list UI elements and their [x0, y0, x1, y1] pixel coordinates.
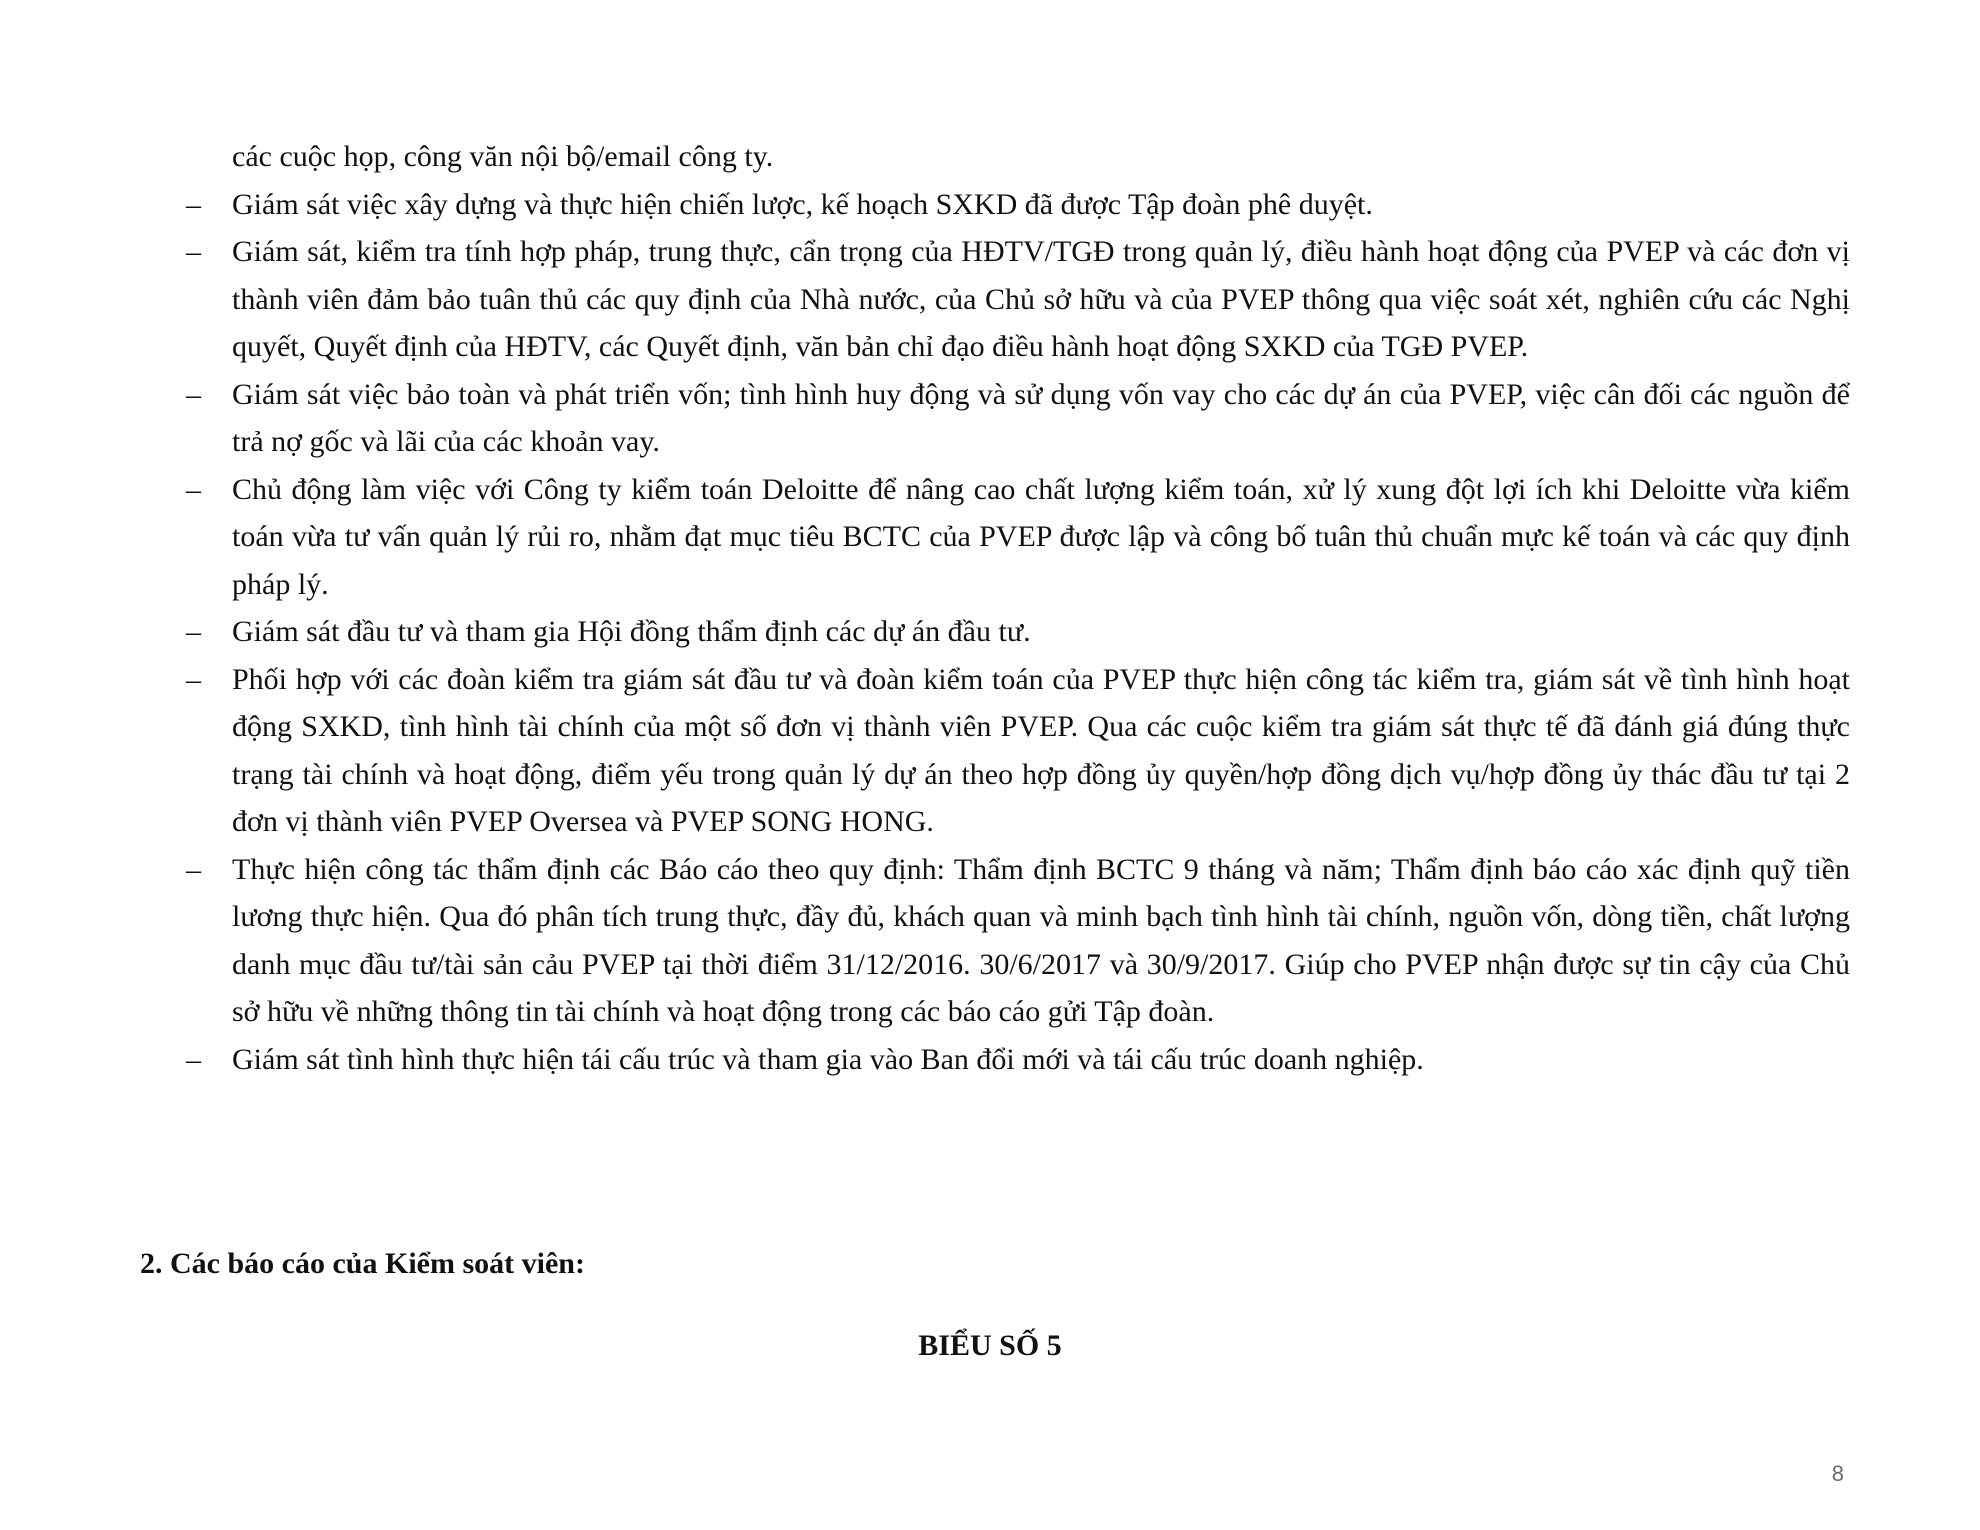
bullet-item: [140, 846, 1850, 1036]
dash-marker: –: [186, 1042, 201, 1076]
bullet-text: Chủ động làm việc với Công ty kiểm toán Deloitte để nâng cao chất lượng kiểm toán, xử lý xung đột lợi ích khi Deloitte vừa kiểm toán vừa tư vấn quản lý rủi ro, nhằm đạt mục tiêu BCTC của PVEP được lập và công bố tuân thủ chuẩn mực kế toán và các quy định pháp lý.: [232, 472, 1850, 601]
bullet-text: Thực hiện công tác thẩm định các Báo cáo theo quy định: Thẩm định BCTC 9 tháng và năm; Thẩm định báo cáo xác định quỹ tiền lương thực hiện. Qua đó phân tích trung thực, đầy đủ, khách quan và minh bạch tình hình tài chính, nguồn vốn, dòng tiền, chất lượng danh mục đầu tư/tài sản cảu PVEP tại thời điểm 31/12/2016. 30/6/2017 và 30/9/2017. Giúp cho PVEP nhận được sự tin cậy của Chủ sở hữu về những thông tin tài chính và hoạt động trong các báo cáo gửi Tập đoàn.: [232, 852, 1850, 1028]
dash-marker: –: [186, 852, 201, 886]
body-text: [140, 133, 1850, 1083]
dash-marker: –: [186, 377, 201, 411]
dash-marker: –: [186, 235, 201, 268]
bullet-item: [140, 608, 1850, 656]
bullet-item: [140, 1036, 1850, 1084]
bullet-text: Giám sát, kiểm tra tính hợp pháp, trung thực, cẩn trọng của HĐTV/TGĐ trong quản lý, điều hành hoạt động của PVEP và các đơn vị thành viên đảm bảo tuân thủ các quy định của Nhà nước, của Chủ sở hữu và của PVEP thông qua việc soát xét, nghiên cứu các Nghị quyết, Quyết định của HĐTV, các Quyết định, văn bản chỉ đạo điều hành hoạt động SXKD của TGĐ PVEP.: [232, 235, 1850, 363]
bullet-item: [140, 466, 1850, 609]
table-title: BIỂU SỐ 5: [918, 1329, 1062, 1362]
section-heading: 2. Các báo cáo của Kiểm soát viên:: [140, 1247, 585, 1280]
bullet-text: Giám sát việc xây dựng và thực hiện chiến lược, kế hoạch SXKD đã được Tập đoàn phê duyệt.: [232, 187, 1373, 221]
bullet-item: [140, 371, 1850, 466]
bullet-list: [140, 181, 1850, 1084]
dash-marker: –: [186, 662, 201, 696]
bullet-text: Giám sát đầu tư và tham gia Hội đồng thẩm định các dự án đầu tư.: [232, 615, 1031, 648]
bullet-item: [140, 181, 1850, 229]
dash-marker: –: [186, 472, 201, 506]
bullet-item: [140, 656, 1850, 846]
bullet-text: Phối hợp với các đoàn kiểm tra giám sát đầu tư và đoàn kiểm toán của PVEP thực hiện công tác kiểm tra, giám sát về tình hình hoạt động SXKD, tình hình tài chính của một số đơn vị thành viên PVEP. Qua các cuộc kiểm tra giám sát thực tế đã đánh giá đúng thực trạng tài chính và hoạt động, điểm yếu trong quản lý dự án theo hợp đồng ủy quyền/hợp đồng dịch vụ/hợp đồng ủy thác đầu tư tại 2 đơn vị thành viên PVEP Oversea và PVEP SONG HONG.: [232, 662, 1850, 838]
dash-marker: –: [186, 615, 201, 648]
bullet-text: Giám sát việc bảo toàn và phát triển vốn; tình hình huy động và sử dụng vốn vay cho các dự án của PVEP, việc cân đối các nguồn để trả nợ gốc và lãi của các khoản vay.: [232, 377, 1850, 458]
bullet-text: Giám sát tình hình thực hiện tái cấu trúc và tham gia vào Ban đổi mới và tái cấu trúc doanh nghiệp.: [232, 1042, 1424, 1076]
page-number: 8: [1831, 1461, 1844, 1486]
bullet-item: [140, 228, 1850, 371]
dash-marker: –: [186, 187, 201, 221]
continuation-line: các cuộc họp, công văn nội bộ/email công ty.: [232, 140, 774, 173]
